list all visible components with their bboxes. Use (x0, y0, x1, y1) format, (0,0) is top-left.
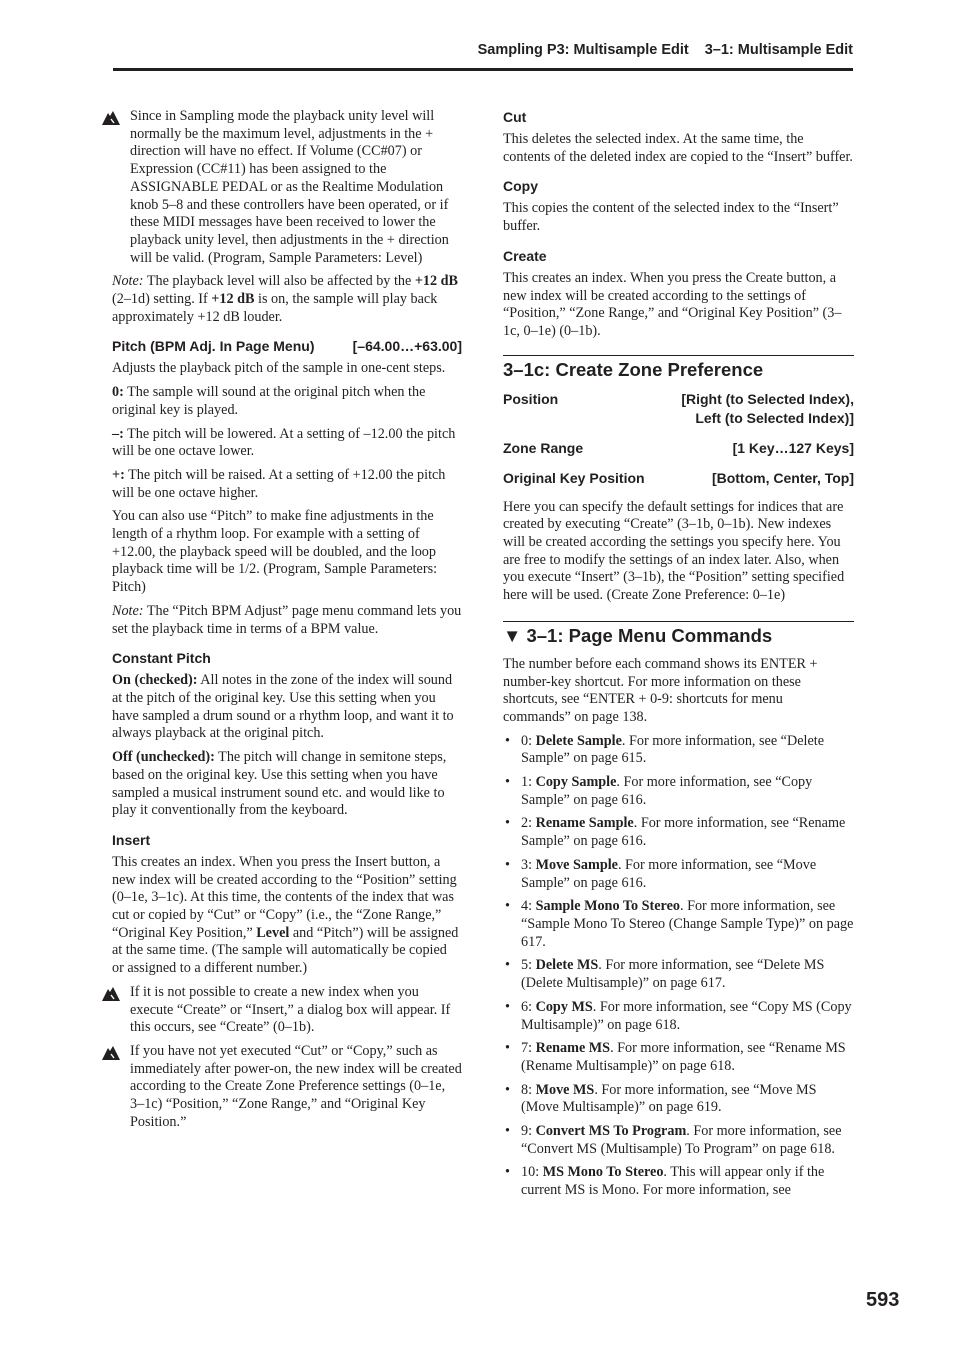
command-description: . For more information, see “Rename MS (Rename Multisample)” on page 618. (521, 1040, 846, 1074)
command-name: Delete Sample (535, 732, 622, 749)
pitch-heading (112, 337, 462, 355)
command-description: . For more information, see “Sample Mono To Stereo (Change Sample Type)” on page 617. (521, 898, 854, 950)
copy-heading: Copy (503, 178, 538, 195)
value-text: The sample will sound at the original pitch when the original key is played. (112, 384, 426, 418)
command-item (503, 898, 854, 951)
section-title: 3–1c: Create Zone Preference (503, 358, 764, 380)
insert-text (112, 854, 462, 978)
pitch-zero (112, 384, 462, 419)
command-description: . For more information, see “Copy Sample” on page 616. (521, 774, 813, 808)
pitch-range: [–64.00…+63.00] (352, 338, 462, 355)
page-menu-commands-section (503, 621, 854, 1200)
command-item (503, 1164, 854, 1199)
command-item (503, 957, 854, 992)
value-text: The pitch will be raised. At a setting of +12.00 the pitch will be one octave higher. (112, 466, 446, 501)
command-name: Copy MS (535, 998, 593, 1015)
section-title: ▼ 3–1: Page Menu Commands (503, 624, 773, 646)
command-number: 0: (521, 732, 536, 749)
command-name: Convert MS To Program (535, 1123, 687, 1140)
value-text: All notes in the zone of the index will sound at the pitch of the original key. Use this setting when you have sampled a drum sound or a rhythm loop, and want it to always playback at the original pitch. (112, 672, 454, 742)
value-text: The pitch will be lowered. At a setting of –12.00 the pitch will be one octave lower. (112, 425, 456, 460)
value-label: Off (unchecked): (112, 749, 215, 766)
command-description: . For more information, see “Rename Sample” on page 616. (521, 815, 846, 850)
cut-text: This deletes the selected index. At the same time, the contents of the deleted index are copied to the “Insert” buffer. (503, 131, 853, 165)
note-text: is on, the sample will play back approximately +12 dB louder. (112, 291, 438, 325)
note-text: The playback level will also be affected by the (143, 273, 415, 290)
command-name: Delete MS (535, 957, 599, 974)
commands-intro: The number before each command shows its ENTER + number-key shortcut. For more information on these shortcuts, see “ENTER + 0-9: shortcuts for menu commands” on page 138. (503, 655, 818, 725)
pitch-bpm-note (112, 603, 462, 638)
bullet: • (505, 815, 510, 832)
value-text: The pitch will change in semitone steps, based on the original key. Use this setting when you have sampled a musical instrument sound etc. and would like to play it conventionally from the keyboard. (112, 749, 447, 819)
bullet: • (505, 856, 510, 873)
param-label: Original Key Position (503, 469, 645, 486)
command-item (503, 733, 854, 768)
command-item (503, 774, 854, 809)
czp-text: Here you can specify the default settings for indices that are created by executing “Create” (3–1b, 0–1b). New indexes will be created according the settings you specify here. You are free to modify the settings of an index later. Also, when you execute “Insert” (3–1b), the “Position” setting specified here will be used. (Create Zone Preference: 0–1e) (503, 498, 845, 604)
command-description: . For more information, see “Delete MS (Delete Multisample)” on page 617. (521, 957, 825, 992)
command-name: Rename MS (535, 1040, 611, 1057)
command-number: 8: (521, 1081, 536, 1098)
page-number: 593 (866, 1289, 900, 1311)
constant-pitch-off (112, 749, 462, 820)
note-text: If you have not yet executed “Cut” or “Copy,” such as immediately after power-on, the new index will be created according to the Create Zone Preference settings (0–1e, 3–1c) “Position,” “Zone Range,” and “Original Key Position.” (130, 1042, 462, 1130)
commands-list (503, 733, 854, 1200)
bullet: • (505, 898, 510, 915)
param-label: Position (503, 390, 559, 407)
caution-note-level (112, 108, 462, 267)
bullet: • (505, 1040, 510, 1057)
bullet: • (505, 1164, 510, 1181)
header-subsection: 3–1: Multisample Edit (704, 42, 853, 58)
command-number: 7: (521, 1040, 536, 1057)
value-label: –: (112, 425, 124, 442)
caution-hand-icon (101, 986, 121, 1002)
command-name: Move Sample (535, 856, 618, 873)
left-column (112, 108, 462, 1137)
note-bold: +12 dB (211, 291, 255, 308)
cut-heading: Cut (503, 109, 527, 125)
command-item (503, 1040, 854, 1075)
command-number: 3: (521, 856, 536, 873)
command-name: MS Mono To Stereo (542, 1164, 664, 1181)
note-text: Since in Sampling mode the playback unity level will normally be the maximum level, adjustments in the + direction will have no effect. If Volume (CC#07) or Expression (CC#11) has been assigned to the ASSIGNABLE PEDAL or as the Realtime Modulation knob 5–8 and these controllers have been operated, or if these MIDI messages have been received to lower the playback unity level, then adjustments in the + direction will be valid. (Program, Sample Parameters: Level) (130, 108, 449, 266)
header-text (478, 42, 853, 58)
note-bold: +12 dB (414, 273, 459, 290)
constant-pitch-on (112, 672, 462, 743)
bullet: • (505, 957, 510, 974)
caution-hand-icon (101, 110, 121, 126)
command-number: 4: (521, 898, 536, 915)
param-value-line: [Right (to Selected Index), (681, 390, 854, 407)
command-number: 10: (521, 1164, 543, 1181)
create-zone-preference-section (503, 355, 854, 605)
command-name: Move MS (535, 1081, 595, 1098)
command-description: . For more information, see “Delete Sample” on page 615. (521, 732, 824, 767)
pitch-title: Pitch (BPM Adj. In Page Menu) (112, 338, 315, 355)
body-text: and “Pitch”) will be assigned at the same time. (The sample will automatically be copied or assigned to a different number.) (112, 924, 459, 977)
command-description: . For more information, see “Move Sample” on page 616. (521, 856, 817, 891)
param-value (681, 390, 854, 428)
caution-note-dialog (112, 984, 462, 1037)
command-description: . For more information, see “Move MS (Move Multisample)” on page 619. (521, 1081, 817, 1116)
bullet: • (505, 1081, 510, 1098)
command-number: 2: (521, 815, 536, 832)
command-item (503, 999, 854, 1034)
note-text: (2–1d) setting. If (112, 291, 212, 308)
caution-note-power-on (112, 1043, 462, 1132)
param-label: Zone Range (503, 439, 584, 456)
create-heading: Create (503, 247, 547, 264)
command-item (503, 815, 854, 850)
bullet: • (505, 732, 510, 749)
param-original-key-position (503, 469, 854, 488)
param-zone-range (503, 439, 854, 458)
constant-pitch-heading: Constant Pitch (112, 650, 211, 667)
param-value: [Bottom, Center, Top] (711, 469, 854, 486)
command-item (503, 1123, 854, 1158)
param-position (503, 390, 854, 428)
copy-text: This copies the content of the selected index to the “Insert” buffer. (503, 200, 839, 235)
command-number: 6: (521, 998, 536, 1015)
command-number: 1: (521, 774, 536, 791)
body-bold: Level (256, 924, 290, 941)
command-number: 5: (521, 957, 536, 974)
command-name: Sample Mono To Stereo (535, 898, 680, 915)
value-label: +: (112, 466, 125, 483)
bullet: • (505, 1123, 510, 1140)
command-name: Rename Sample (535, 815, 634, 832)
command-name: Copy Sample (535, 774, 617, 791)
note-text: If it is not possible to create a new index when you execute “Create” or “Insert,” a dialog box will appear. If this occurs, see “Create” (0–1b). (130, 983, 451, 1036)
caution-hand-icon (101, 1045, 121, 1061)
insert-heading: Insert (112, 831, 151, 848)
command-description: . This will appear only if the current MS is Mono. For more information, see (521, 1164, 825, 1199)
command-number: 9: (521, 1123, 536, 1140)
header-section: Sampling P3: Multisample Edit (477, 42, 689, 58)
param-value-line: Left (to Selected Index)] (695, 409, 854, 426)
note-text: The “Pitch BPM Adjust” page menu command lets you set the playback time in terms of a BPM value. (112, 602, 462, 637)
bullet: • (505, 774, 510, 791)
command-item (503, 857, 854, 892)
page-header (113, 42, 853, 71)
value-label: On (checked): (112, 672, 198, 689)
note-label: Note: (112, 602, 144, 619)
body-text: This creates an index. When you press the Insert button, a new index will be created according to the “Position” setting (0–1e, 3–1c). At this time, the contents of the index that was cut or copied by “Cut” or “Copy” (i.e., the “Zone Range,” “Original Key Position,” (112, 853, 457, 941)
bullet: • (505, 998, 510, 1015)
note-label: Note: (112, 273, 144, 290)
note-level-12db (112, 273, 462, 326)
value-label: 0: (112, 384, 124, 401)
create-text: This creates an index. When you press the Create button, a new index will be created according to the settings of “Position,” “Zone Range,” and “Original Key Position” (3–1c, 0–1e) (0–1b). (503, 269, 842, 339)
pitch-minus (112, 426, 462, 461)
pitch-rhythm-loop: You can also use “Pitch” to make fine adjustments in the length of a rhythm loop. For example with a setting of +12.00, the playback speed will be doubled, and the loop playback time will be 1/2. (Program, Sample Parameters: Pitch) (112, 508, 438, 596)
right-column (503, 108, 854, 1206)
pitch-plus (112, 467, 462, 502)
command-description: . For more information, see “Convert MS (Multisample) To Program” on page 618. (521, 1123, 842, 1157)
pitch-description: Adjusts the playback pitch of the sample in one-cent steps. (112, 360, 446, 377)
param-value: [1 Key…127 Keys] (732, 439, 854, 456)
command-item (503, 1082, 854, 1117)
command-description: . For more information, see “Copy MS (Copy Multisample)” on page 618. (521, 998, 852, 1033)
